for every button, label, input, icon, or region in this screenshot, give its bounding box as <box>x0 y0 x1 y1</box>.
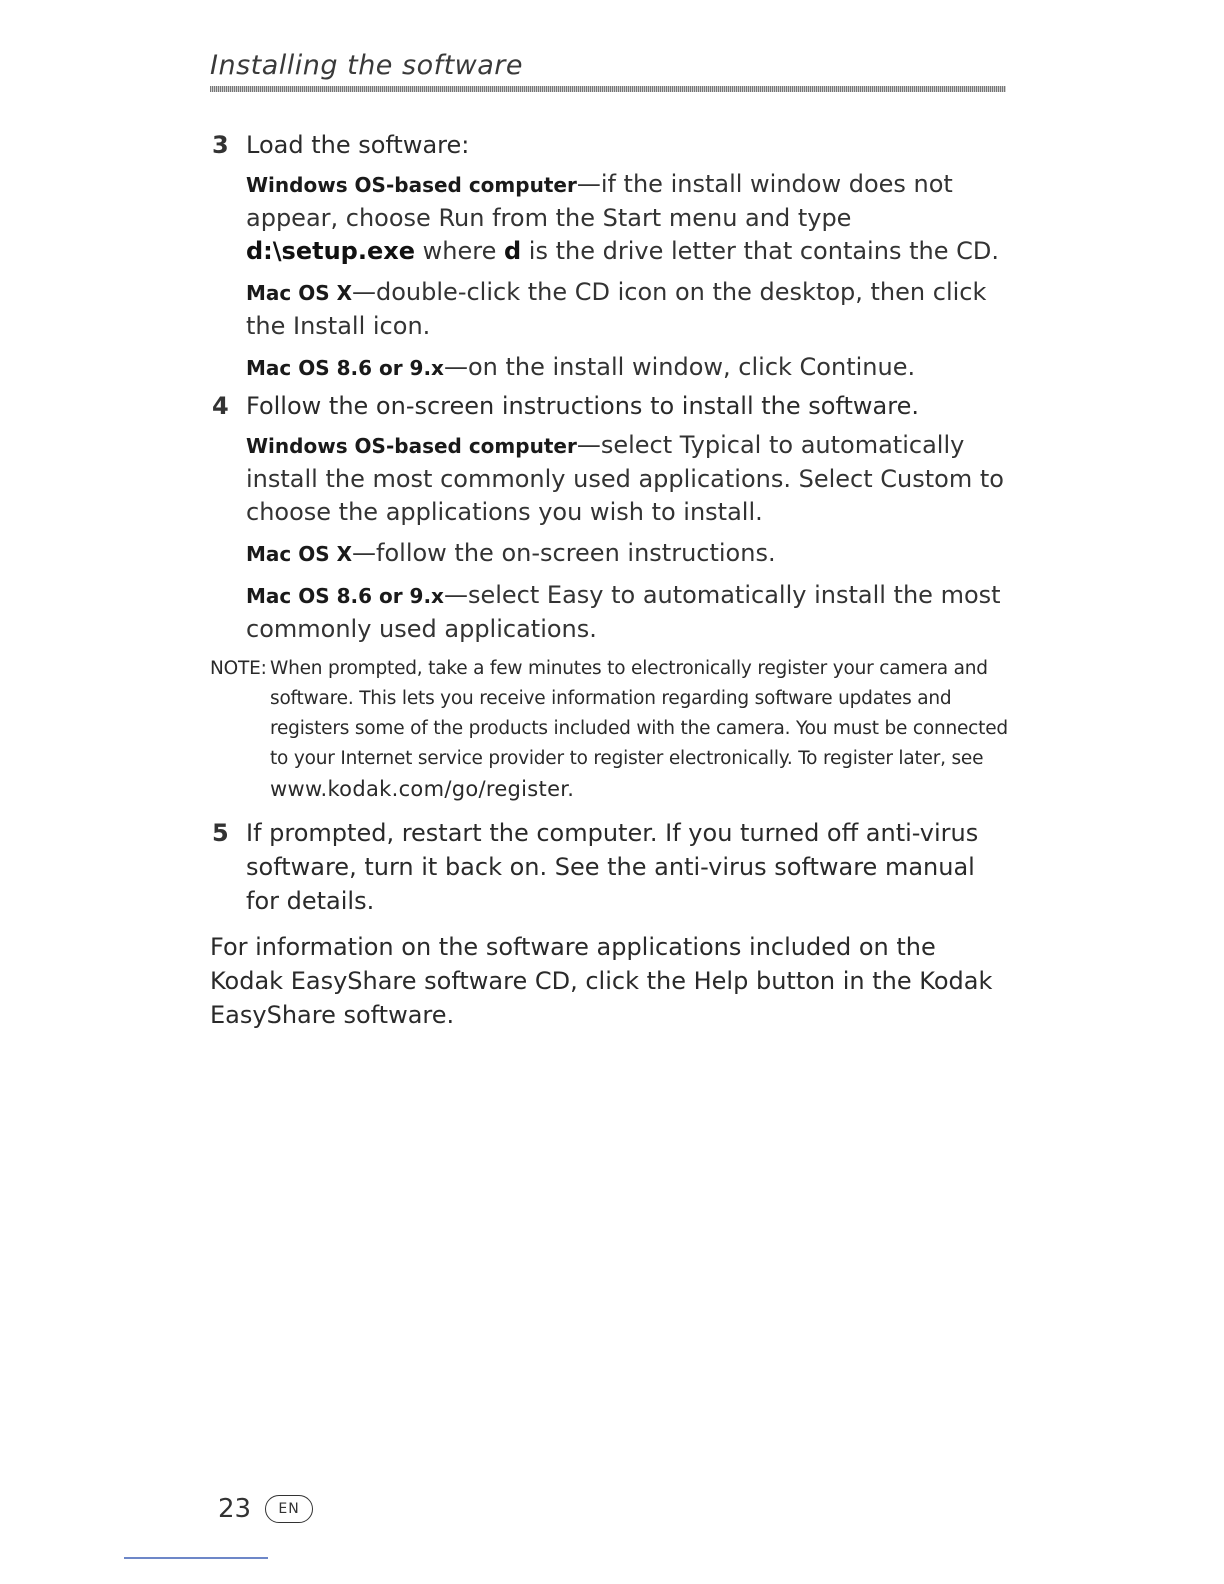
mac-os9-instructions: Mac OS 8.6 or 9.x—select Easy to automatically install the most commonly used applications. <box>246 581 1001 643</box>
page-footer <box>218 1494 313 1524</box>
mac-os9-instructions: Mac OS 8.6 or 9.x—on the install window, click Continue. <box>246 353 916 381</box>
setup-command: d:\setup.exe <box>246 237 415 265</box>
os-label: Mac OS X <box>246 281 353 305</box>
os-label: Windows OS-based computer <box>246 173 577 197</box>
step-number: 5 <box>212 819 229 847</box>
step-text: Follow the on-screen instructions to install the software. <box>246 392 919 420</box>
note-label: NOTE: <box>210 658 267 679</box>
note-text: When prompted, take a few minutes to electronically register your camera and software. This lets you receive information regarding software updates and registers some of the products included with the camera. You must be connected to your Internet service provider to register electronically. To register later, see <box>270 658 1008 769</box>
mac-osx-instructions: Mac OS X—follow the on-screen instructions. <box>246 539 776 567</box>
step-text: Load the software: <box>246 131 470 159</box>
page-header <box>210 48 1006 92</box>
step-5 <box>210 816 1010 918</box>
windows-instructions: Windows OS-based computer—select Typical to automatically install the most commonly used applications. Select Custom to choose the applications you wish to install. <box>246 431 1004 526</box>
bottom-divider <box>124 1557 268 1559</box>
step-number: 4 <box>212 392 229 420</box>
os-label: Mac OS 8.6 or 9.x <box>246 584 444 608</box>
registration-note <box>210 654 1010 806</box>
header-divider <box>210 86 1006 92</box>
os-label: Mac OS 8.6 or 9.x <box>246 356 444 380</box>
windows-instructions: Windows OS-based computer—if the install window does not appear, choose Run from the Start menu and type d:\setup.exe where d is the drive letter that contains the CD. <box>246 170 999 265</box>
step-4 <box>210 389 1010 423</box>
mac-osx-instructions: Mac OS X—double-click the CD icon on the desktop, then click the Install icon. <box>246 278 987 340</box>
os-label: Mac OS X <box>246 542 353 566</box>
page-content <box>210 128 1010 1056</box>
drive-letter: d <box>503 237 522 265</box>
step-number: 3 <box>212 131 229 159</box>
os-label: Windows OS-based computer <box>246 434 577 458</box>
step-text: If prompted, restart the computer. If you turned off anti-virus software, turn it back on. See the anti-virus software manual for details. <box>246 819 979 915</box>
page-number: 23 <box>218 1494 252 1524</box>
section-title: Installing the software <box>210 50 524 81</box>
language-badge-icon: EN <box>265 1495 313 1523</box>
step-3 <box>210 128 1010 162</box>
register-link[interactable]: www.kodak.com/go/register. <box>270 777 575 801</box>
closing-paragraph: For information on the software applications included on the Kodak EasyShare software CD, click the Help button in the Kodak EasyShare software. <box>210 933 993 1029</box>
